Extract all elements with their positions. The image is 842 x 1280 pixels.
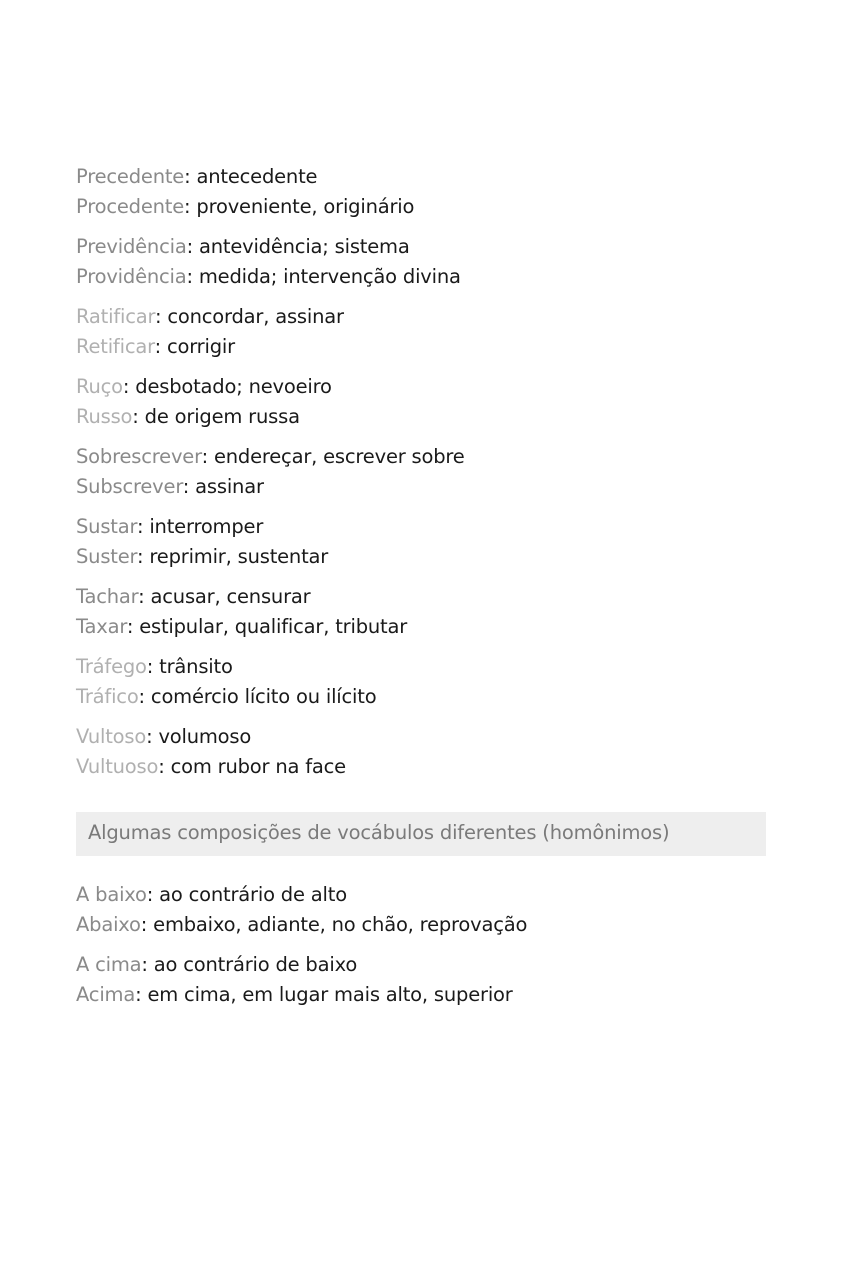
glossary-group — [76, 512, 776, 572]
glossary-group — [76, 372, 776, 432]
entry-definition: de origem russa — [144, 405, 300, 428]
glossary-entry — [76, 722, 776, 752]
entry-term: Sobrescrever — [76, 445, 202, 468]
glossary-entry — [76, 752, 776, 782]
entry-definition: comércio lícito ou ilícito — [150, 685, 377, 708]
entry-term: Russo — [76, 405, 133, 428]
section-heading: Algumas composições de vocábulos diferentes (homônimos) — [76, 812, 766, 856]
glossary-entry — [76, 880, 776, 910]
entry-definition: com rubor na face — [170, 755, 346, 778]
glossary-entry — [76, 332, 776, 362]
entry-term: Tráfico — [76, 685, 139, 708]
glossary-entry — [76, 910, 776, 940]
entry-term: Acima — [76, 983, 136, 1006]
entry-separator: : — [186, 235, 199, 258]
entry-term: Providência — [76, 265, 187, 288]
entry-separator: : — [201, 445, 214, 468]
entry-definition: em cima, em lugar mais alto, superior — [147, 983, 513, 1006]
entry-term: Tráfego — [76, 655, 147, 678]
entry-definition: endereçar, escrever sobre — [213, 445, 465, 468]
glossary-group — [76, 722, 776, 782]
glossary-entry — [76, 262, 776, 292]
entry-separator: : — [184, 195, 197, 218]
entry-separator: : — [186, 265, 199, 288]
entry-separator: : — [146, 655, 160, 678]
glossary-group — [76, 162, 776, 222]
glossary-group — [76, 302, 776, 362]
entry-definition: proveniente, originário — [196, 195, 415, 218]
glossary-entry — [76, 192, 776, 222]
entry-separator: : — [140, 913, 154, 936]
entry-separator: : — [136, 515, 150, 538]
entry-term: Vultuoso — [76, 755, 159, 778]
glossary-entry — [76, 232, 776, 262]
glossary-group — [76, 232, 776, 292]
entry-definition: volumoso — [158, 725, 252, 748]
entry-term: Ruço — [76, 375, 123, 398]
entry-definition: interromper — [149, 515, 264, 538]
entry-definition: medida; intervenção divina — [198, 265, 461, 288]
entry-separator: : — [182, 475, 196, 498]
glossary-entry — [76, 472, 776, 502]
entry-separator: : — [158, 755, 171, 778]
glossary-group — [76, 950, 776, 1010]
entry-definition: assinar — [195, 475, 264, 498]
entry-term: Subscrever — [76, 475, 183, 498]
glossary-entry — [76, 302, 776, 332]
entry-separator: : — [137, 545, 150, 568]
entry-definition: desbotado; nevoeiro — [135, 375, 332, 398]
entry-separator: : — [154, 305, 168, 328]
glossary-entry — [76, 442, 776, 472]
glossary-group — [76, 652, 776, 712]
entry-term: Precedente — [76, 165, 185, 188]
entry-definition: reprimir, sustentar — [149, 545, 329, 568]
entry-term: A baixo — [76, 883, 147, 906]
entry-separator: : — [184, 165, 197, 188]
entry-term: Tachar — [76, 585, 139, 608]
glossary-entry — [76, 542, 776, 572]
entry-definition: trânsito — [159, 655, 233, 678]
glossary-entry — [76, 950, 776, 980]
entry-definition: acusar, censurar — [150, 585, 311, 608]
entry-separator: : — [146, 725, 159, 748]
glossary-entry — [76, 402, 776, 432]
entry-definition: corrigir — [166, 335, 235, 358]
glossary-group — [76, 442, 776, 502]
glossary-entry — [76, 682, 776, 712]
glossary-entry — [76, 612, 776, 642]
glossary-entry — [76, 980, 776, 1010]
entry-term: Ratificar — [76, 305, 155, 328]
entry-separator: : — [122, 375, 136, 398]
entry-definition: ao contrário de baixo — [153, 953, 358, 976]
entry-definition: embaixo, adiante, no chão, reprovação — [153, 913, 528, 936]
glossary-entry — [76, 512, 776, 542]
entry-term: Previdência — [76, 235, 187, 258]
entry-term: A cima — [76, 953, 142, 976]
document-page — [76, 162, 776, 1020]
entry-definition: concordar, assinar — [167, 305, 344, 328]
entry-separator: : — [141, 953, 154, 976]
glossary-list-bottom — [76, 880, 776, 1010]
glossary-entry — [76, 372, 776, 402]
glossary-group — [76, 880, 776, 940]
entry-separator: : — [135, 983, 148, 1006]
glossary-group — [76, 582, 776, 642]
entry-separator: : — [146, 883, 160, 906]
entry-definition: ao contrário de alto — [159, 883, 347, 906]
entry-term: Suster — [76, 545, 138, 568]
entry-term: Vultoso — [76, 725, 147, 748]
entry-separator: : — [138, 585, 151, 608]
entry-definition: antevidência; sistema — [198, 235, 410, 258]
entry-term: Retificar — [76, 335, 155, 358]
entry-separator: : — [138, 685, 151, 708]
entry-term: Procedente — [76, 195, 185, 218]
entry-term: Taxar — [76, 615, 127, 638]
glossary-list-top — [76, 162, 776, 782]
glossary-entry — [76, 582, 776, 612]
entry-term: Sustar — [76, 515, 137, 538]
entry-term: Abaixo — [76, 913, 141, 936]
entry-separator: : — [154, 335, 167, 358]
entry-separator: : — [126, 615, 140, 638]
entry-definition: estipular, qualificar, tributar — [139, 615, 408, 638]
entry-separator: : — [132, 405, 145, 428]
glossary-entry — [76, 162, 776, 192]
entry-definition: antecedente — [196, 165, 318, 188]
glossary-entry — [76, 652, 776, 682]
